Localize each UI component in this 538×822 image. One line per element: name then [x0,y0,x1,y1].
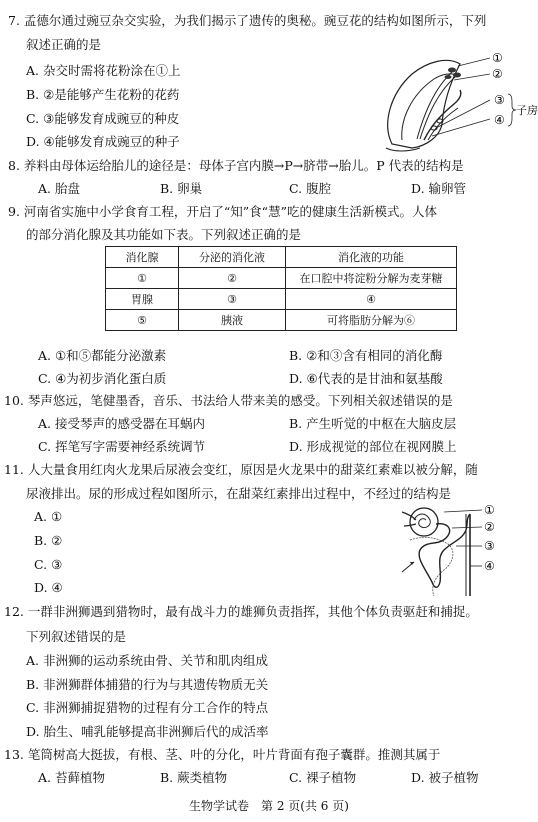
q9-stem-line2: 的部分消化腺及其功能如下表。下列叙述正确的是 [26,227,302,242]
q7-option-a: A. 杂交时需将花粉涂在①上 [26,63,181,78]
q7-option-c: C. ③能够发育成豌豆的种皮 [26,111,180,126]
q8-option-c: C. 腹腔 [289,181,332,196]
q13-stem: 13. 笔筒树高大挺拔，有根、茎、叶的分化，叶片背面有孢子囊群。推测其属于 [4,747,441,762]
q7-label-4: ④ [494,113,505,127]
q9-option-a: A. ①和⑤都能分泌激素 [38,348,167,363]
q7-stem-line2: 叙述正确的是 [26,37,102,52]
q10-option-c: C. 挥笔写字需要神经系统调节 [38,439,206,454]
q8-stem: 8. 养料由母体运给胎儿的途径是：母体子宫内膜→P→脐带→胎儿。P 代表的结构是 [8,158,464,173]
q12-stem-line1: 12. 一群非洲狮遇到猎物时，最有战斗力的雄狮负责指挥，其他个体负责驱赶和捕捉。 [4,604,478,619]
table-row [106,268,457,289]
q7-label-3: ③ [494,93,505,107]
q12-option-a: A. 非洲狮的运动系统由骨、关节和肌肉组成 [26,653,268,668]
table-cell: ① [106,268,179,289]
table-cell: ④ [286,289,457,310]
q11-option-b: B. ② [34,533,63,548]
q11-stem-line1: 11. 人大量食用红肉火龙果后尿液会变红，原因是火龙果中的甜菜红素难以被分解，随 [4,462,478,477]
q9-stem-line1: 9. 河南省实施中小学食育工程，开启了“知”食“慧”吃的健康生活新模式。人体 [8,204,437,219]
q11-label-1: ① [484,503,495,517]
q7-label-2: ② [492,67,503,81]
q7-option-d: D. ④能够发育成豌豆的种子 [26,134,180,149]
table-row [106,289,457,310]
table-cell: ② [179,268,286,289]
q9-option-c: C. ④为初步消化蛋白质 [38,371,167,386]
table-row [106,310,457,331]
q13-option-d: D. 被子植物 [411,770,479,785]
table-cell: ③ [179,289,286,310]
q8-option-a: A. 胎盘 [38,181,80,196]
q10-option-b: B. 产生听觉的中枢在大脑皮层 [289,416,457,431]
table-cell: ⑤ [106,310,179,331]
table-header-cell: 分泌的消化液 [179,247,286,268]
page-footer: 生物学试卷 第 2 页(共 6 页) [189,799,349,813]
q12-option-c: C. 非洲狮捕捉猎物的过程有分工合作的特点 [26,700,269,715]
nephron-diagram [396,500,506,600]
pea-flower-diagram [372,44,538,154]
q11-stem-line2: 尿液排出。尿的形成过程如图所示，在甜菜红素排出过程中，不经过的结构是 [26,486,452,501]
q10-stem: 10. 琴声悠远，笔健墨香，音乐、书法给人带来美的感受。下列相关叙述错误的是 [4,393,453,408]
q9-option-d: D. ⑥代表的是甘油和氨基酸 [289,371,443,386]
digestive-gland-table [105,246,457,331]
q13-option-a: A. 苔藓植物 [38,770,105,785]
table-header-row [106,247,457,268]
q7-ovary-label: 子房 [516,104,538,117]
q12-option-d: D. 胎生、哺乳能够提高非洲狮后代的成活率 [26,724,269,739]
table-cell: 胰液 [179,310,286,331]
q13-option-c: C. 裸子植物 [289,770,357,785]
q9-option-b: B. ②和③含有相同的消化酶 [289,348,443,363]
q11-label-2: ② [484,520,495,534]
q11-label-4: ④ [484,559,495,573]
q7-label-1: ① [492,51,503,65]
q10-option-a: A. 接受琴声的感受器在耳蜗内 [38,416,205,431]
q8-option-d: D. 输卵管 [411,181,467,196]
q13-option-b: B. 蕨类植物 [160,770,228,785]
q12-option-b: B. 非洲狮群体捕猎的行为与其遗传物质无关 [26,677,269,692]
q7-stem-line1: 7. 孟德尔通过豌豆杂交实验，为我们揭示了遗传的奥秘。豌豆花的结构如图所示，下列 [8,13,487,28]
table-cell: 胃腺 [106,289,179,310]
table-cell: 在口腔中将淀粉分解为麦芽糖 [286,268,457,289]
table-header-cell: 消化液的功能 [286,247,457,268]
table-cell: 可将脂肪分解为⑥ [286,310,457,331]
q12-stem-line2: 下列叙述错误的是 [26,629,127,644]
q11-option-a: A. ① [34,509,63,524]
table-header-cell: 消化腺 [106,247,179,268]
q8-option-b: B. 卵巢 [160,181,203,196]
q11-option-c: C. ③ [34,557,63,572]
q7-option-b: B. ②是能够产生花粉的花药 [26,87,180,102]
q11-label-3: ③ [484,539,495,553]
q11-option-d: D. ④ [34,580,63,595]
q10-option-d: D. 形成视觉的部位在视网膜上 [289,439,457,454]
